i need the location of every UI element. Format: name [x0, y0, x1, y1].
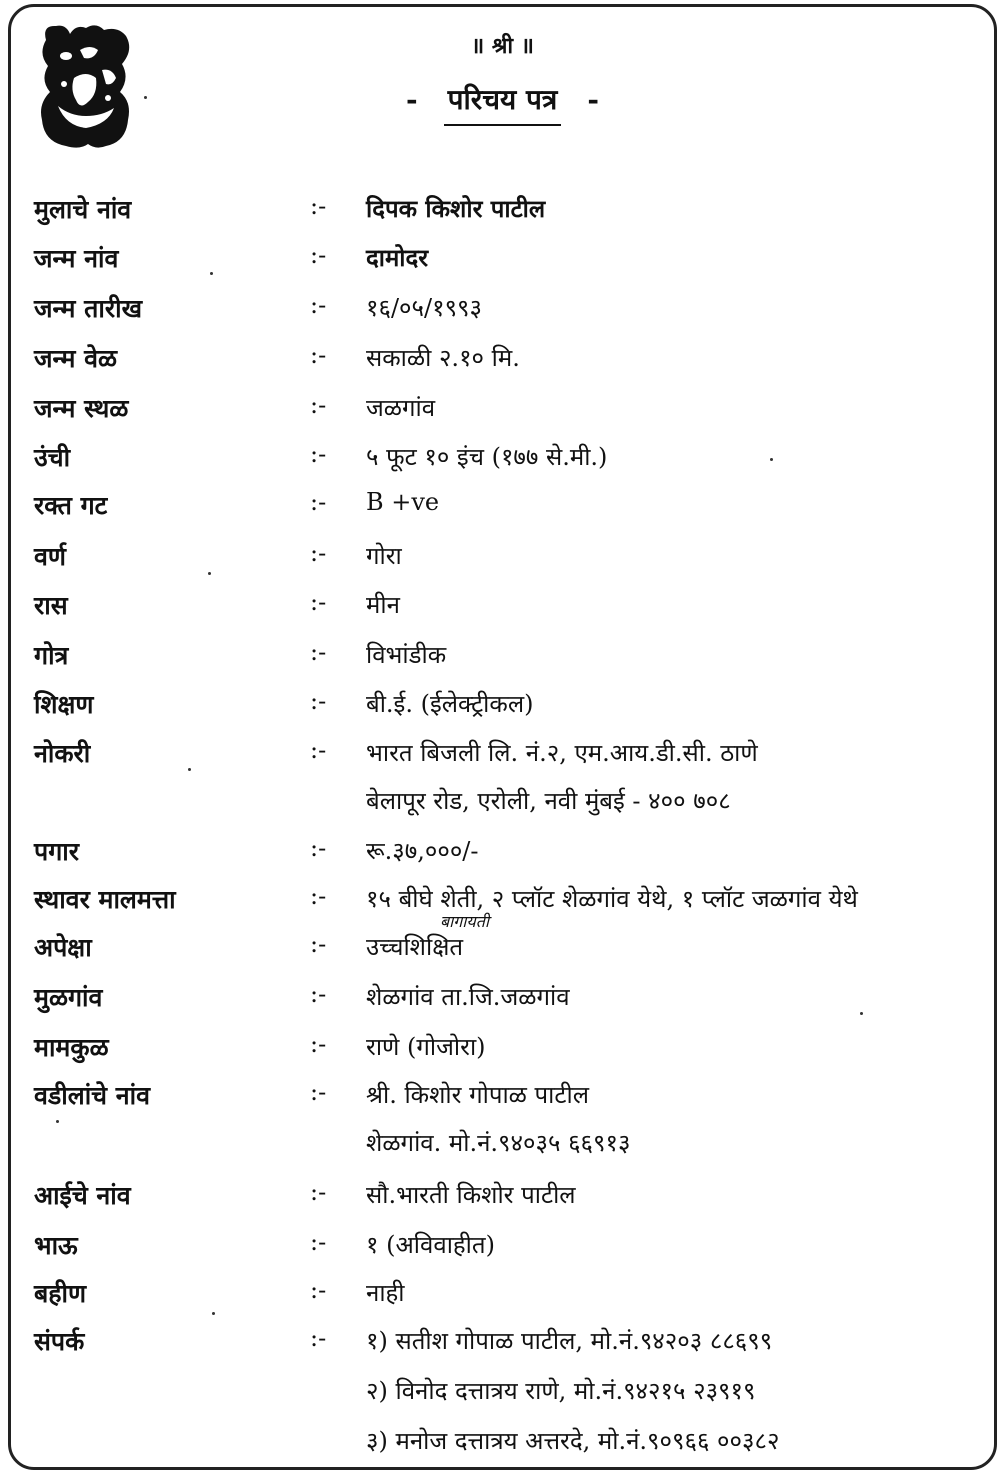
- field-separator: :-: [310, 1078, 327, 1106]
- field-value: B +ve: [366, 488, 440, 516]
- field-label: वर्ण: [34, 542, 66, 571]
- field-value: १६/०५/१९९३: [366, 294, 483, 322]
- field-label: मुलाचे नांव: [34, 195, 132, 224]
- field-separator: :-: [310, 391, 327, 419]
- field-value: शेळगांव ता.जि.जळगांव: [366, 983, 570, 1011]
- page-title: परिचय पत्र: [444, 83, 562, 126]
- field-row: [0, 291, 1005, 331]
- field-value: रू.३७,०००/-: [366, 837, 479, 865]
- scan-speck: [212, 1312, 215, 1315]
- field-row: [0, 1276, 1005, 1316]
- title-dash-left: -: [406, 83, 418, 116]
- scan-speck: [208, 572, 211, 575]
- field-row: [0, 341, 1005, 381]
- field-row: [0, 1030, 1005, 1070]
- field-row: [0, 687, 1005, 727]
- field-separator: :-: [310, 341, 327, 369]
- field-value: ५ फूट १० इंच (१७७ से.मी.): [366, 443, 608, 471]
- field-row-continuation: [0, 1374, 1005, 1414]
- field-value: गोरा: [366, 542, 402, 570]
- scan-speck: [770, 458, 773, 461]
- field-label: आईचे नांव: [34, 1181, 131, 1210]
- field-row-continuation: [0, 784, 1005, 824]
- field-value: दिपक किशोर पाटील: [366, 194, 546, 223]
- field-row: [0, 882, 1005, 922]
- field-value-line2: २) विनोद दत्तात्रय राणे, मो.नं.९४२१५ २३९१९: [366, 1377, 756, 1405]
- invocation: ॥ श्री ॥: [471, 33, 534, 59]
- field-value: सौ.भारती किशोर पाटील: [366, 1181, 576, 1209]
- field-separator: :-: [310, 930, 327, 958]
- field-separator: :-: [310, 291, 327, 319]
- field-row: [0, 391, 1005, 431]
- field-separator: :-: [310, 638, 327, 666]
- scan-speck: [860, 1012, 863, 1015]
- field-separator: :-: [310, 1324, 327, 1352]
- field-separator: :-: [310, 1228, 327, 1256]
- field-separator: :-: [310, 539, 327, 567]
- field-value: श्री. किशोर गोपाळ पाटील: [366, 1081, 589, 1109]
- field-row: [0, 638, 1005, 678]
- field-label: स्थावर मालमत्ता: [34, 885, 176, 914]
- field-row: [0, 488, 1005, 528]
- field-separator: :-: [310, 192, 327, 220]
- field-label: भाऊ: [34, 1231, 78, 1260]
- field-value: बी.ई. (ईलेक्ट्रीकल): [366, 690, 534, 718]
- field-value: भारत बिजली लि. नं.२, एम.आय.डी.सी. ठाणे: [366, 739, 758, 767]
- field-row: [0, 930, 1005, 970]
- field-row: [0, 440, 1005, 480]
- field-label: मामकुळ: [34, 1033, 109, 1062]
- field-separator: :-: [310, 980, 327, 1008]
- page-title-row: [0, 80, 1005, 118]
- field-row: [0, 241, 1005, 281]
- field-row: [0, 192, 1005, 232]
- field-label: नोकरी: [34, 739, 91, 768]
- field-separator: :-: [310, 834, 327, 862]
- field-separator: :-: [310, 882, 327, 910]
- field-row: [0, 588, 1005, 628]
- scan-speck: [188, 768, 191, 771]
- field-separator: :-: [310, 1276, 327, 1304]
- field-separator: :-: [310, 1178, 327, 1206]
- field-value: उच्चशिक्षित: [366, 933, 464, 961]
- scan-speck: [56, 1120, 59, 1123]
- field-label: शिक्षण: [34, 690, 94, 719]
- field-separator: :-: [310, 736, 327, 764]
- field-value: मीन: [366, 591, 400, 619]
- field-label: पगार: [34, 837, 79, 866]
- field-value: राणे (गोजोरा): [366, 1033, 486, 1061]
- field-label: अपेक्षा: [34, 933, 92, 962]
- field-value-line2: शेळगांव. मो.नं.९४०३५ ६६९१३: [366, 1129, 631, 1157]
- field-value: सकाळी २.१० मि.: [366, 344, 520, 372]
- field-separator: :-: [310, 588, 327, 616]
- field-row: [0, 834, 1005, 874]
- field-label: संपर्क: [34, 1327, 85, 1356]
- field-row-continuation: [0, 1126, 1005, 1166]
- field-separator: :-: [310, 241, 327, 269]
- field-value: १ (अविवाहीत): [366, 1231, 495, 1259]
- field-row: [0, 1178, 1005, 1218]
- scan-speck: [210, 272, 213, 275]
- field-value-line3: ३) मनोज दत्तात्रय अत्तरदे, मो.नं.९०९६६ ००३८२: [366, 1427, 780, 1455]
- field-value-line2: बेलापूर रोड, एरोली, नवी मुंबई - ४०० ७०८: [366, 787, 731, 815]
- field-row: [0, 1324, 1005, 1364]
- field-row: [0, 980, 1005, 1020]
- field-row: [0, 1228, 1005, 1268]
- field-value: नाही: [366, 1279, 405, 1307]
- field-label: मुळगांव: [34, 983, 103, 1012]
- field-row: [0, 1078, 1005, 1118]
- field-separator: :-: [310, 687, 327, 715]
- field-label: जन्म तारीख: [34, 294, 143, 323]
- field-row: [0, 539, 1005, 579]
- field-label: जन्म स्थळ: [34, 394, 129, 423]
- field-label: जन्म नांव: [34, 244, 119, 273]
- field-value: जळगांव: [366, 394, 436, 422]
- field-value: विभांडीक: [366, 641, 447, 669]
- field-label: रास: [34, 591, 68, 620]
- field-value: १) सतीश गोपाळ पाटील, मो.नं.९४२०३ ८८६९९: [366, 1327, 773, 1355]
- field-row-continuation: [0, 1424, 1005, 1464]
- field-row: [0, 736, 1005, 776]
- scan-speck: [144, 96, 147, 99]
- field-separator: :-: [310, 440, 327, 468]
- field-label: गोत्र: [34, 641, 69, 670]
- field-label: वडीलांचे नांव: [34, 1081, 151, 1110]
- field-value: १५ बीघे शेती, २ प्लॉट शेळगांव येथे, १ प्लॉट जळगांव येथे: [366, 885, 858, 913]
- field-value: दामोदर: [366, 243, 429, 272]
- field-label: उंची: [34, 443, 71, 472]
- field-label: रक्त गट: [34, 491, 108, 520]
- title-dash-right: -: [587, 83, 599, 116]
- handwritten-annotation: बागायती: [440, 912, 489, 931]
- field-separator: :-: [310, 488, 327, 516]
- field-separator: :-: [310, 1030, 327, 1058]
- field-label: जन्म वेळ: [34, 344, 118, 373]
- field-label: बहीण: [34, 1279, 87, 1308]
